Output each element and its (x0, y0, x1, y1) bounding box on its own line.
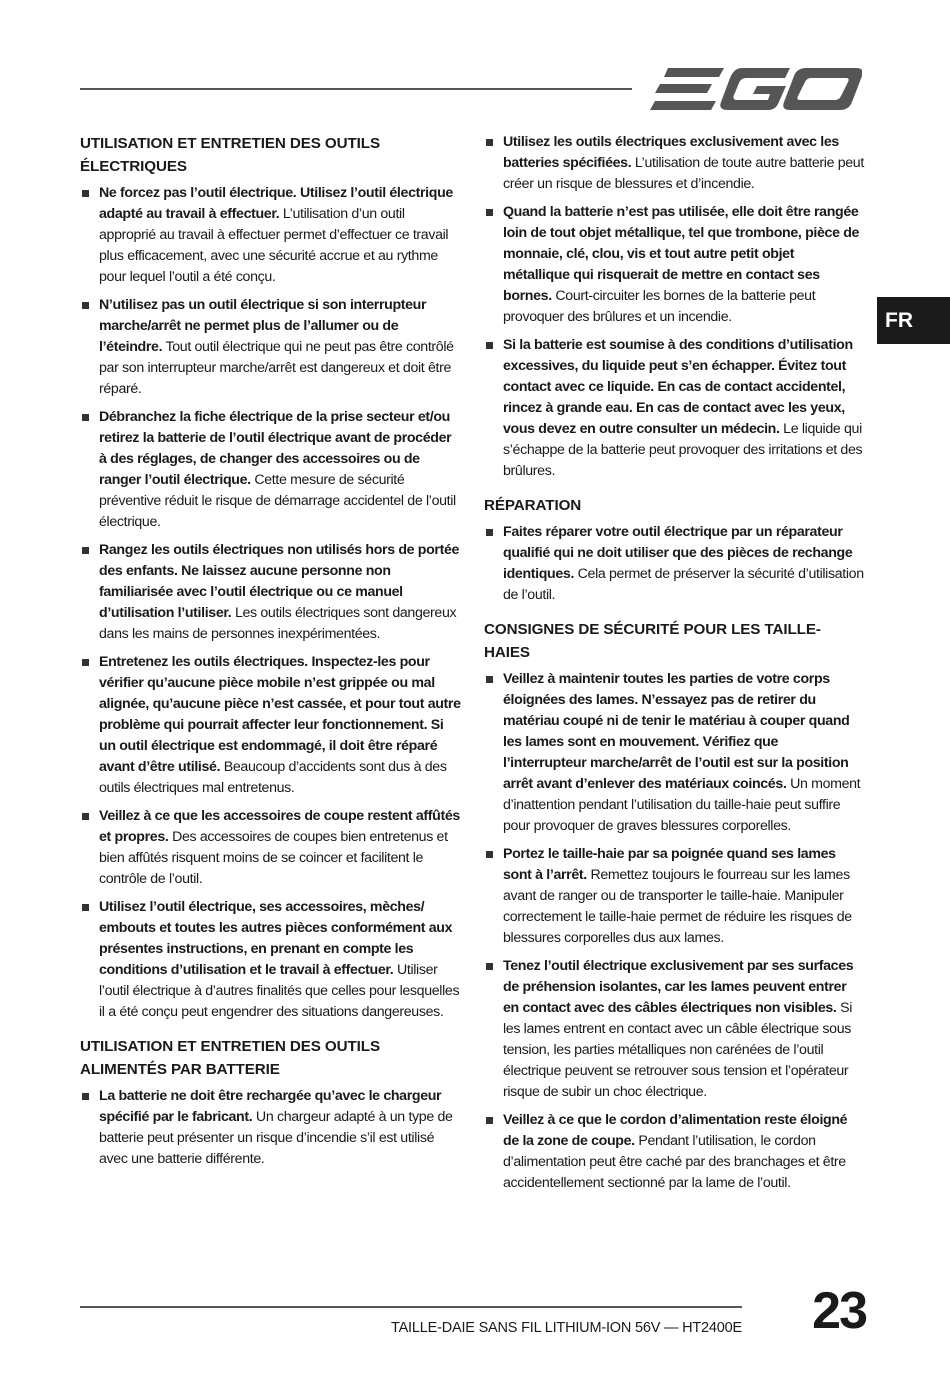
item-body-text: Les outils électriques sont dangereux dans les mains de personnes inexpérimentées. (99, 605, 457, 642)
item-bold-text: Veillez à ce que les accessoires de coupe restent affûtés et propres. (99, 808, 460, 845)
item-bold-text: Quand la batterie n’est pas utilisée, elle doit être rangée loin de tout objet métallique, tel que trombone, pièce de monnaie, clé, clou, vis et tout autre petit objet métallique qui risquerait de mettre en contact ses bornes. (503, 204, 860, 304)
square-bullet-icon (82, 302, 89, 309)
bullet-list (80, 183, 462, 1023)
section-title: CONSIGNES DE SÉCURITÉ POUR LES TAILLE-HAIES (484, 621, 821, 661)
square-bullet-icon (486, 139, 493, 146)
left-column (80, 132, 462, 1177)
item-bold-text: Tenez l’outil électrique exclusivement par ses surfaces de préhension isolantes, car les lames peuvent entrer en contact avec des câbles électriques non visibles. (503, 958, 854, 1016)
square-bullet-icon (82, 659, 89, 666)
item-bold-text: Veillez à ce que le cordon d’alimentation reste éloigné de la zone de coupe. (503, 1112, 848, 1149)
list-item (80, 407, 462, 533)
square-bullet-icon (82, 813, 89, 820)
list-item (484, 956, 864, 1103)
item-bold-text: Utilisez les outils électriques exclusivement avec les batteries spécifiées. (503, 134, 839, 171)
item-body-text: Court-circuiter les bornes de la batterie peut provoquer des brûlures et un incendie. (503, 288, 816, 325)
item-body-text: Cela permet de préserver la sécurité d’utilisation de l’outil. (503, 566, 864, 603)
list-item (80, 183, 462, 288)
item-body-text: Si les lames entrent en contact avec un câble électrique sous tension, les parties métalliques non carénées de l’outil électrique peuvent se retrouver sous tension et l’opérateur risque de subir un choc électrique. (503, 1000, 853, 1100)
list-item (80, 897, 462, 1023)
item-body-text: Un moment d’inattention pendant l’utilisation du taille-haie peut suffire pour provoquer de graves blessures corporelles. (503, 776, 861, 834)
item-bold-text: Faites réparer votre outil électrique par un réparateur qualifié qui ne doit utiliser que des pièces de rechange identiques. (503, 524, 853, 582)
header-rule (80, 88, 632, 90)
square-bullet-icon (82, 547, 89, 554)
item-bold-text: Entretenez les outils électriques. Inspectez-les pour vérifier qu’aucune pièce mobile n’est grippée ou mal alignée, qu’aucune pièce n’est cassée, et pour tout autre problème qui pourrait affecter leur fonctionnement. Si un outil électrique est endommagé, il doit être réparé avant d’être utilisé. (99, 654, 461, 775)
right-column (484, 132, 864, 1201)
bullet-list (484, 132, 864, 482)
section-title: UTILISATION ET ENTRETIEN DES OUTILS ALIMENTÉS PAR BATTERIE (80, 1038, 380, 1078)
item-body-text: L’utilisation d’un outil approprié au travail à effectuer permet d’effectuer ce travail plus efficacement, avec une sécurité accrue et au rythme pour lequel l’outil a été conçu. (99, 206, 449, 285)
bullet-list (80, 1086, 462, 1170)
page-number: 23 (812, 1282, 866, 1340)
list-item (80, 806, 462, 890)
square-bullet-icon (486, 676, 493, 683)
square-bullet-icon (486, 529, 493, 536)
square-bullet-icon (82, 1093, 89, 1100)
bullet-list (484, 522, 864, 606)
bullet-list (484, 669, 864, 1194)
item-bold-text: Utilisez l’outil électrique, ses accessoires, mèches/ embouts et toutes les autres pièces conformément aux présentes instructions, en prenant en compte les conditions d’utilisation et le travail à effectuer. (99, 899, 453, 978)
item-body-text: Utiliser l’outil électrique à d’autres finalités que celles pour lesquelles il a été conçu peut engendrer des situations dangereuses. (99, 962, 460, 1020)
list-item (80, 295, 462, 400)
square-bullet-icon (486, 963, 493, 970)
square-bullet-icon (486, 209, 493, 216)
list-item (484, 132, 864, 195)
square-bullet-icon (486, 1117, 493, 1124)
square-bullet-icon (486, 342, 493, 349)
footer-rule (80, 1306, 742, 1308)
item-body-text: Tout outil électrique qui ne peut pas être contrôlé par son interrupteur marche/arrêt est dangereux et doit être réparé. (99, 339, 454, 397)
item-body-text: Le liquide qui s’échappe de la batterie peut provoquer des irritations et des brûlures. (503, 421, 863, 479)
item-body-text: Beaucoup d’accidents sont dus à des outils électriques mal entretenus. (99, 759, 447, 796)
item-bold-text: Si la batterie est soumise à des conditions d’utilisation excessives, du liquide peut s’en échapper. Évitez tout contact avec ce liquide. En cas de contact accidentel, rincez à grande eau. En cas de contact avec les yeux, vous devez en outre consulter un médecin. (503, 337, 853, 437)
item-body-text: Des accessoires de coupes bien entretenus et bien affûtés risquent moins de se coincer et facilitent le contrôle de l’outil. (99, 829, 448, 887)
list-item (80, 652, 462, 799)
list-item (80, 1086, 462, 1170)
square-bullet-icon (82, 904, 89, 911)
footer-product-title: TAILLE-DAIE SANS FIL LITHIUM-ION 56V — HT2400E (391, 1320, 742, 1336)
square-bullet-icon (486, 851, 493, 858)
ego-logo (650, 66, 862, 112)
item-bold-text: Portez le taille-haie par sa poignée quand ses lames sont à l’arrêt. (503, 846, 836, 883)
list-item (484, 335, 864, 482)
section-title: RÉPARATION (484, 497, 582, 514)
list-item (80, 540, 462, 645)
language-tab: FR (877, 297, 950, 344)
square-bullet-icon (82, 190, 89, 197)
item-bold-text: Ne forcez pas l’outil électrique. Utilisez l’outil électrique adapté au travail à effectuer. (99, 185, 453, 222)
item-bold-text: Débranchez la fiche électrique de la prise secteur et/ou retirez la batterie de l’outil électrique avant de procéder à des réglages, de changer des accessoires ou de ranger l’outil électrique. (99, 409, 452, 488)
item-bold-text: Veillez à maintenir toutes les parties de votre corps éloignées des lames. N’essayez pas de retirer du matériau coupé ni de tenir le matériau à couper quand les lames sont en mouvement. Vérifiez que l’interrupteur marche/arrêt de l’outil est sur la position arrêt avant d’enlever des matériaux coincés. (503, 671, 850, 792)
item-bold-text: La batterie ne doit être rechargée qu’avec le chargeur spécifié par le fabricant. (99, 1088, 442, 1125)
list-item (484, 844, 864, 949)
section-title: UTILISATION ET ENTRETIEN DES OUTILS ÉLECTRIQUES (80, 135, 380, 175)
list-item (484, 1110, 864, 1194)
item-body-text: Cette mesure de sécurité préventive réduit le risque de démarrage accidentel de l’outil électrique. (99, 472, 456, 530)
list-item (484, 669, 864, 837)
item-body-text: Remettez toujours le fourreau sur les lames avant de ranger ou de transporter le taille-haie. Manipuler correctement le taille-haie permet de réduire les risques de blessures corporelles dus aux lames. (503, 867, 852, 946)
square-bullet-icon (82, 414, 89, 421)
item-bold-text: Rangez les outils électriques non utilisés hors de portée des enfants. Ne laissez aucune personne non familiarisée avec l’outil électrique ou ce manuel d’utilisation l’utiliser. (99, 542, 460, 621)
item-bold-text: N’utilisez pas un outil électrique si son interrupteur marche/arrêt ne permet plus de l’allumer ou de l’éteindre. (99, 297, 427, 355)
item-body-text: Pendant l’utilisation, le cordon d’alimentation peut être caché par des branchages et être accidentellement sectionné par la lame de l’outil. (503, 1133, 846, 1191)
item-body-text: L’utilisation de toute autre batterie peut créer un risque de blessures et d’incendie. (503, 155, 864, 192)
item-body-text: Un chargeur adapté à un type de batterie peut présenter un risque d’incendie s’il est utilisé avec une batterie différente. (99, 1109, 453, 1167)
list-item (484, 522, 864, 606)
list-item (484, 202, 864, 328)
